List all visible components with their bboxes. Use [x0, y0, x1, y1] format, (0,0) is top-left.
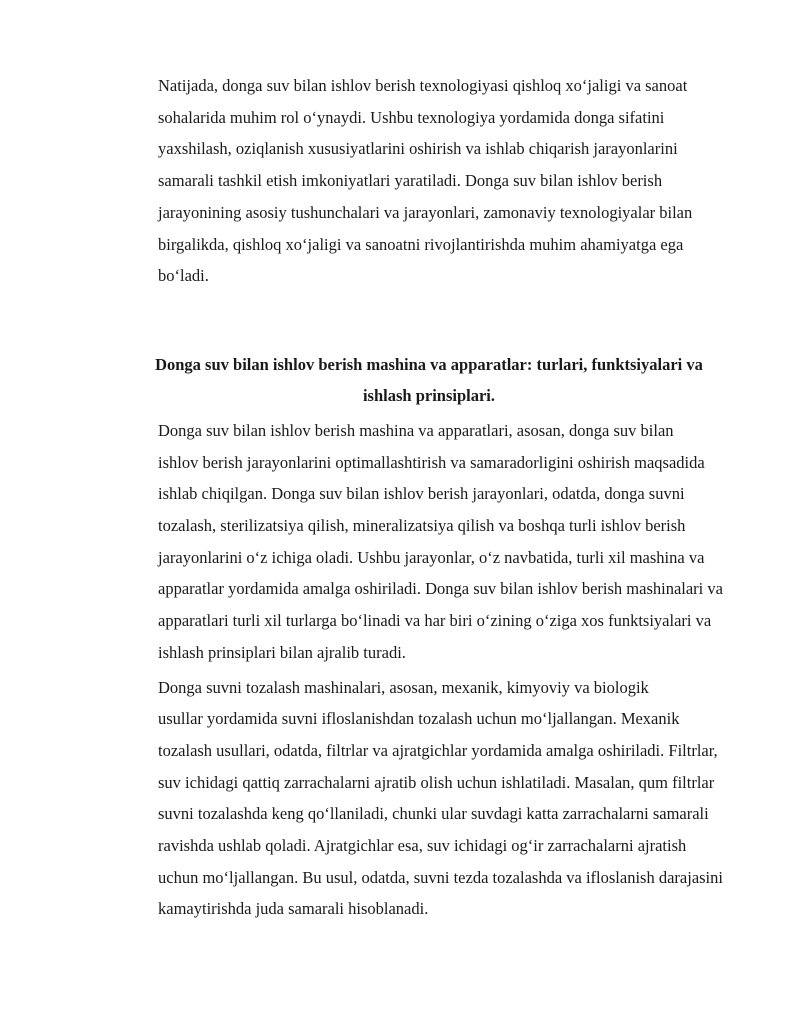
heading-line: Donga suv bilan ishlov berish mashina va apparatlar: turlari, funktsiyalari va — [155, 354, 703, 374]
text-line: sohalarida muhim rol o‘ynaydi. Ushbu texnologiya yordamida donga sifatini — [158, 107, 665, 127]
text-line: yaxshilash, oziqlanish xususiyatlarini oshirish va ishlab chiqarish jarayonlarini — [158, 139, 678, 159]
text-line: kamaytirishda juda samarali hisoblanadi. — [158, 899, 429, 919]
text-line: usullar yordamida suvni ifloslanishdan tozalash uchun mo‘ljallangan. Mexanik — [158, 709, 680, 729]
text-line: bo‘ladi. — [158, 266, 209, 286]
text-line: samarali tashkil etish imkoniyatlari yaratiladi. Donga suv bilan ishlov berish — [158, 171, 663, 191]
text-line: jarayonining asosiy tushunchalari va jarayonlari, zamonaviy texnologiyalar bilan — [158, 202, 693, 222]
text-line: Donga suvni tozalash mashinalari, asosan, mexanik, kimyoviy va biologik — [158, 677, 649, 697]
text-line: uchun mo‘ljallangan. Bu usul, odatda, suvni tezda tozalashda va ifloslanish darajasini — [158, 867, 723, 887]
text-line: jarayonlarini o‘z ichiga oladi. Ushbu jarayonlar, o‘z navbatida, turli xil mashina va — [158, 547, 705, 567]
text-line: Donga suv bilan ishlov berish mashina va apparatlari, asosan, donga suv bilan — [158, 420, 674, 440]
text-line: ravishda ushlab qoladi. Ajratgichlar esa, suv ichidagi og‘ir zarrachalarni ajratish — [158, 836, 687, 856]
paragraph-conclusion — [112, 70, 746, 292]
text-line: ishlab chiqilgan. Donga suv bilan ishlov berish jarayonlari, odatda, donga suvni — [158, 484, 685, 504]
text-line: ishlov berish jarayonlarini optimallashtirish va samaradorligini oshirish maqsadida — [158, 452, 705, 472]
section-heading — [112, 349, 746, 412]
text-line: ishlash prinsiplari bilan ajralib turadi. — [158, 642, 406, 662]
text-line: tozalash usullari, odatda, filtrlar va ajratgichlar yordamida amalga oshiriladi. Filtrlar, — [158, 740, 718, 760]
text-line: apparatlar yordamida amalga oshiriladi. Donga suv bilan ishlov berish mashinalari va — [158, 579, 723, 599]
text-line: suv ichidagi qattiq zarrachalarni ajratib olish uchun ishlatiladi. Masalan, qum filtrlar — [158, 772, 715, 792]
text-line: birgalikda, qishloq xo‘jaligi va sanoatni rivojlantirishda muhim ahamiyatga ega — [158, 234, 684, 254]
heading-line: ishlash prinsiplari. — [362, 386, 496, 406]
text-line: apparatlari turli xil turlarga bo‘linadi va har biri o‘zining o‘ziga xos funktsiyalari va — [158, 611, 712, 631]
document-page — [112, 70, 746, 925]
text-line: suvni tozalashda keng qo‘llaniladi, chunki ular suvdagi katta zarrachalarni samarali — [158, 804, 709, 824]
text-line: tozalash, sterilizatsiya qilish, mineralizatsiya qilish va boshqa turli ishlov berish — [158, 516, 686, 536]
text-line: Natijada, donga suv bilan ishlov berish texnologiyasi qishloq xo‘jaligi va sanoat — [158, 76, 688, 95]
paragraph-water-cleaning — [112, 672, 746, 926]
paragraph-machines-overview — [112, 415, 746, 669]
